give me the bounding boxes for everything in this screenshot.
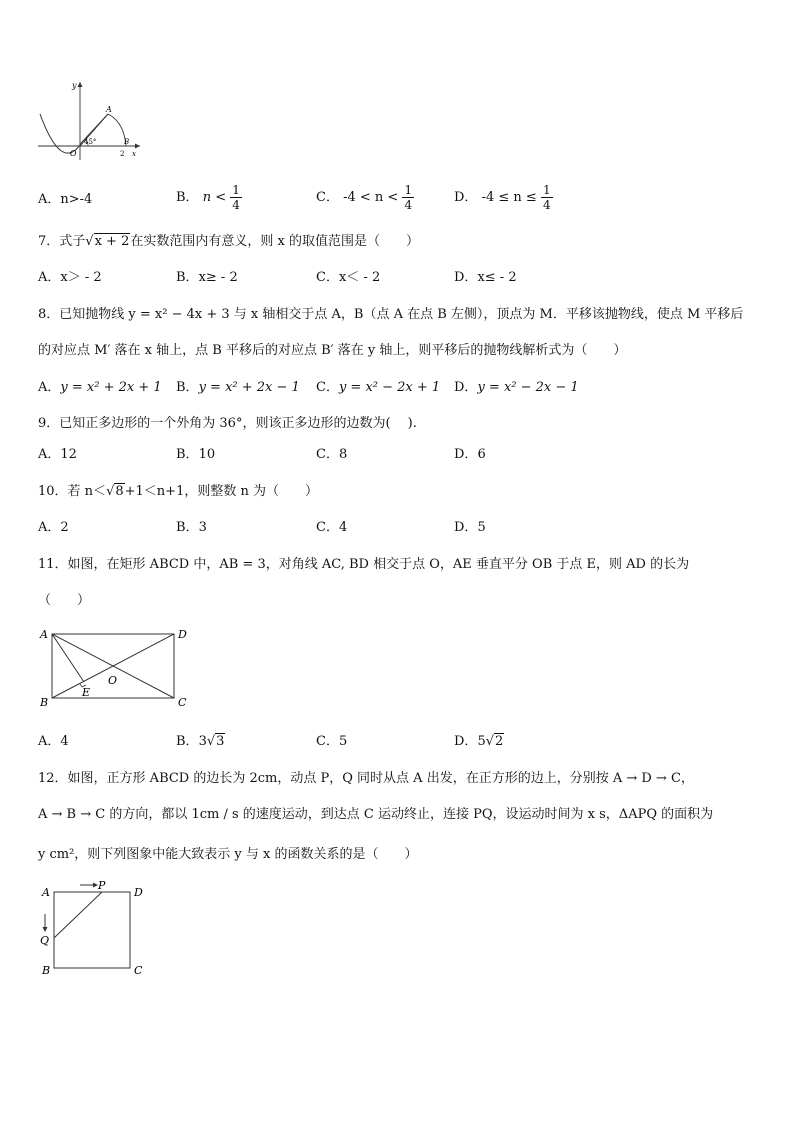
q6-parabola-graph xyxy=(36,78,144,162)
q8-stem-line2: 的对应点 M′ 落在 x 轴上，点 B 平移后的对应点 B′ 落在 y 轴上，则平移后的抛物线解析式为（ ） xyxy=(38,343,627,358)
q6-axes xyxy=(38,82,140,160)
q6-option-b[interactable]: B． n < $\frac{1}{4}$ xyxy=(176,183,240,212)
q9-option-c[interactable]: C．8 xyxy=(316,447,348,462)
q6-label-y: y xyxy=(72,81,77,90)
q12-label-b: B xyxy=(42,964,51,977)
q6-label-a: A xyxy=(106,105,112,114)
q10-radicand: 8 xyxy=(115,484,124,499)
q12-label-c: C xyxy=(134,964,143,977)
q6-parabola xyxy=(40,114,108,153)
q7-radicand: x + 2 xyxy=(94,234,130,249)
q12-label-q: Q xyxy=(40,934,50,947)
q6-label-x: x xyxy=(132,150,136,158)
q8-option-d[interactable]: D．y = x² − 2x − 1 xyxy=(454,380,579,395)
q6-label-angle: 45° xyxy=(84,138,97,146)
q10-option-a[interactable]: A．2 xyxy=(38,520,69,535)
q12-label-d: D xyxy=(134,886,143,899)
q9-option-d[interactable]: D．6 xyxy=(454,447,486,462)
q11-label-b: B xyxy=(40,696,49,709)
q8-option-a[interactable]: A．y = x² + 2x + 1 xyxy=(38,380,162,395)
q6-option-b-fraction: $\frac{1}{4}$ xyxy=(232,183,240,212)
q7-option-a[interactable]: A．x＞ - 2 xyxy=(38,270,102,285)
q12-arrow-heads xyxy=(43,883,99,933)
q6-option-c-fraction: $\frac{1}{4}$ xyxy=(404,183,413,212)
q11-stem-line1: 11．如图，在矩形 ABCD 中，AB = 3，对角线 AC, BD 相交于点 O，AE 垂直平分 OB 于点 E，则 AD 的长为 xyxy=(38,557,690,572)
q12-square-figure xyxy=(36,876,156,980)
q11-option-b[interactable]: B．3√3 xyxy=(176,734,225,749)
q11-label-e: E xyxy=(82,686,91,699)
q12-square xyxy=(54,892,130,968)
q10-stem: 10．若 n＜√8+1＜n+1，则整数 n 为（ ） xyxy=(38,484,318,499)
q12-stem-line3: y cm²，则下列图象中能大致表示 y 与 x 的函数关系的是（ ） xyxy=(38,847,418,862)
q11-rectangle-figure xyxy=(36,624,196,712)
q12-stem-line2: A → B → C 的方向，都以 1cm / s 的速度运动，到达点 C 运动终止，连接 PQ，设运动时间为 x s，ΔAPQ 的面积为 xyxy=(38,807,714,822)
q6-label-o: O xyxy=(70,149,77,158)
q12-label-a: A xyxy=(42,886,50,899)
q11-option-a[interactable]: A．4 xyxy=(38,734,69,749)
q12-label-p: P xyxy=(98,879,106,892)
q9-stem: 9．已知正多边形的一个外角为 36°，则该正多边形的边数为( ). xyxy=(38,416,417,431)
q7-option-c[interactable]: C．x＜ - 2 xyxy=(316,270,381,285)
q12-segment-pq xyxy=(54,892,102,938)
q11-label-a: A xyxy=(40,628,48,641)
q11-stem-line2: （ ） xyxy=(38,593,91,608)
q11-segment-ae xyxy=(52,634,84,682)
q11-option-d[interactable]: D．5√2 xyxy=(454,734,504,749)
q6-option-d[interactable]: D． -4 ≤ n ≤ $\frac{1}{4}$ xyxy=(454,183,551,212)
q8-option-c[interactable]: C．y = x² − 2x + 1 xyxy=(316,380,441,395)
q11-label-c: C xyxy=(178,696,187,709)
q6-option-c[interactable]: C． -4 < n < $\frac{1}{4}$ xyxy=(316,183,413,212)
q11-label-o: O xyxy=(108,674,118,687)
q10-option-d[interactable]: D．5 xyxy=(454,520,486,535)
q6-label-b: B xyxy=(124,138,130,146)
q11-option-c[interactable]: C．5 xyxy=(316,734,348,749)
q11-label-d: D xyxy=(178,628,187,641)
q6-label-2: 2 xyxy=(120,150,125,158)
q9-option-a[interactable]: A．12 xyxy=(38,447,77,462)
q10-option-b[interactable]: B．3 xyxy=(176,520,207,535)
q9-option-b[interactable]: B．10 xyxy=(176,447,216,462)
q6-option-a[interactable]: A．n>-4 xyxy=(38,192,93,207)
q7-stem: 7．式子√x + 2在实数范围内有意义，则 x 的取值范围是（ ） xyxy=(38,234,419,249)
q8-option-b[interactable]: B．y = x² + 2x − 1 xyxy=(176,380,300,395)
q6-option-d-fraction: $\frac{1}{4}$ xyxy=(542,183,551,212)
q7-option-d[interactable]: D．x≤ - 2 xyxy=(454,270,517,285)
q8-stem-line1: 8．已知抛物线 y = x² − 4x + 3 与 x 轴相交于点 A，B（点 A 在点 B 左侧），顶点为 M．平移该抛物线，使点 M 平移后 xyxy=(38,307,744,322)
q12-stem-line1: 12．如图，正方形 ABCD 的边长为 2cm，动点 P，Q 同时从点 A 出发，在正方形的边上，分别按 A → D → C， xyxy=(38,771,694,786)
q7-option-b[interactable]: B．x≥ - 2 xyxy=(176,270,238,285)
q10-option-c[interactable]: C．4 xyxy=(316,520,348,535)
